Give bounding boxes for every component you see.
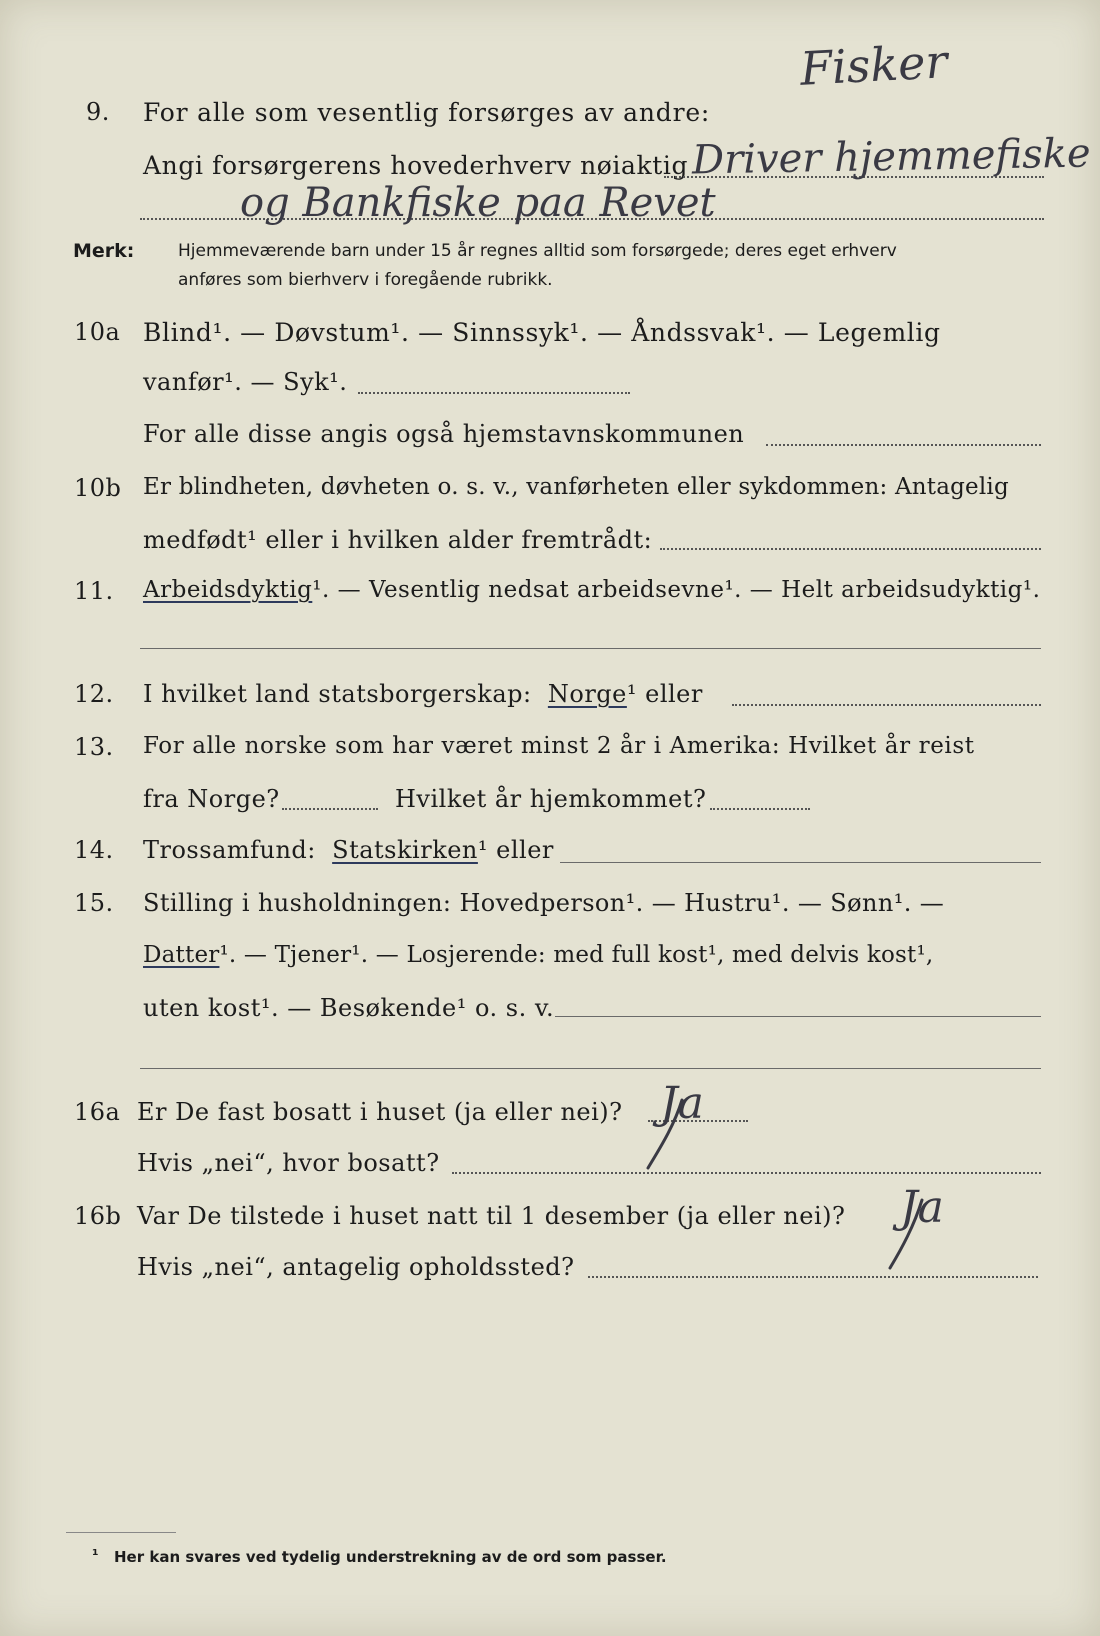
footnote-mark: ¹ — [92, 1546, 99, 1564]
q12-dots — [732, 704, 1041, 706]
handwritten-answer-16a: Ja — [660, 1078, 704, 1129]
q13-line2a: fra Norge? — [143, 785, 280, 813]
q14-answer-underlined: Statskirken — [332, 836, 478, 864]
q14-or: ¹ eller — [477, 836, 554, 864]
q10b-line2-dots — [660, 548, 1041, 550]
q10a-line2: vanfør¹. — Syk¹. — [143, 368, 348, 396]
handwritten-occupation-line2: Driver hjemmefiske — [691, 130, 1091, 184]
q15-answer-underlined: Datter — [143, 942, 220, 968]
footnote-rule — [66, 1532, 176, 1533]
q16b-line2: Hvis „nei“, antagelig opholdssted? — [137, 1253, 575, 1281]
q10a-number: 10a — [74, 318, 121, 346]
q11-answer-underlined: Arbeidsdyktig — [143, 577, 313, 603]
q14-number: 14. — [74, 836, 114, 864]
q9-line1: For alle som vesentlig forsørges av andre: — [143, 98, 711, 127]
q16a-pen-stroke — [630, 1096, 690, 1176]
q10a-line3-dots — [766, 444, 1041, 446]
q10b-line1: Er blindheten, døvheten o. s. v., vanførheten eller sykdommen: Antagelig — [143, 474, 1009, 500]
q15-line2-options: ¹. — Tjener¹. — Losjerende: med full kost¹, med delvis kost¹, — [219, 942, 934, 968]
q15-line1: Stilling i husholdningen: Hovedperson¹. — Hustru¹. — Sønn¹. — — [143, 889, 945, 917]
q10b-number: 10b — [74, 474, 122, 502]
q10a-line1: Blind¹. — Døvstum¹. — Sinnssyk¹. — Åndssvak¹. — Legemlig — [143, 318, 941, 347]
q11-options: ¹. — Vesentlig nedsat arbeidsevne¹. — Helt arbeidsudyktig¹. — [312, 577, 1041, 603]
merk-line1: Hjemmeværende barn under 15 år regnes alltid som forsørgede; deres eget erhverv — [178, 241, 897, 261]
q15-number: 15. — [74, 889, 114, 917]
q16b-line2-dots — [588, 1276, 1038, 1278]
q11-number: 11. — [74, 577, 114, 605]
q16a-number: 16a — [74, 1098, 121, 1126]
q13-line1: For alle norske som har været minst 2 år i Amerika: Hvilket år reist — [143, 733, 975, 759]
q15-line3: uten kost¹. — Besøkende¹ o. s. v. — [143, 994, 555, 1022]
q9-line2: Angi forsørgerens hovederhverv nøiaktig — [143, 151, 689, 180]
q15-line3-answer-line — [555, 1016, 1041, 1017]
q16b-pen-stroke — [872, 1196, 932, 1276]
q11-answer-line — [140, 648, 1041, 649]
q11-line — [143, 577, 1040, 603]
q14-answer-line — [560, 862, 1041, 863]
q9-number: 9. — [86, 98, 110, 126]
q12-number: 12. — [74, 680, 114, 708]
q12-line — [143, 680, 703, 708]
q14-question: Trossamfund: — [143, 836, 316, 864]
q12-question: I hvilket land statsborgerskap: — [143, 680, 532, 708]
q16b-line1: Var De tilstede i huset natt til 1 desember (ja eller nei)? — [137, 1202, 846, 1230]
q10a-line3: For alle disse angis også hjemstavnskommunen — [143, 420, 745, 448]
merk-label: Merk: — [73, 240, 135, 262]
q16a-line2: Hvis „nei“, hvor bosatt? — [137, 1149, 440, 1177]
q13-line2a-dots — [282, 808, 378, 810]
q15-extra-answer-line — [140, 1068, 1041, 1069]
q10b-line2: medfødt¹ eller i hvilken alder fremtrådt: — [143, 526, 653, 554]
merk-line2: anføres som bierhverv i foregående rubrikk. — [178, 270, 553, 290]
q16a-line2-dots — [452, 1172, 1041, 1174]
q15-line2 — [143, 942, 933, 968]
q16b-number: 16b — [74, 1202, 122, 1230]
footnote-text: Her kan svares ved tydelig understrekning av de ord som passer. — [114, 1548, 667, 1566]
q12-or: ¹ eller — [626, 680, 703, 708]
q10a-line2-dots — [358, 392, 630, 394]
handwritten-occupation-top: Fisker — [798, 34, 949, 96]
q13-line2b: Hvilket år hjemkommet? — [395, 785, 707, 813]
q13-number: 13. — [74, 733, 114, 761]
q13-line2b-dots — [710, 808, 810, 810]
q14-line — [143, 836, 554, 864]
handwritten-occupation-line3: og Bankfiske paa Revet — [240, 180, 716, 226]
q12-answer-underlined: Norge — [547, 680, 627, 708]
q16a-line1: Er De fast bosatt i huset (ja eller nei)? — [137, 1098, 623, 1126]
handwritten-answer-16b: Ja — [900, 1182, 944, 1233]
